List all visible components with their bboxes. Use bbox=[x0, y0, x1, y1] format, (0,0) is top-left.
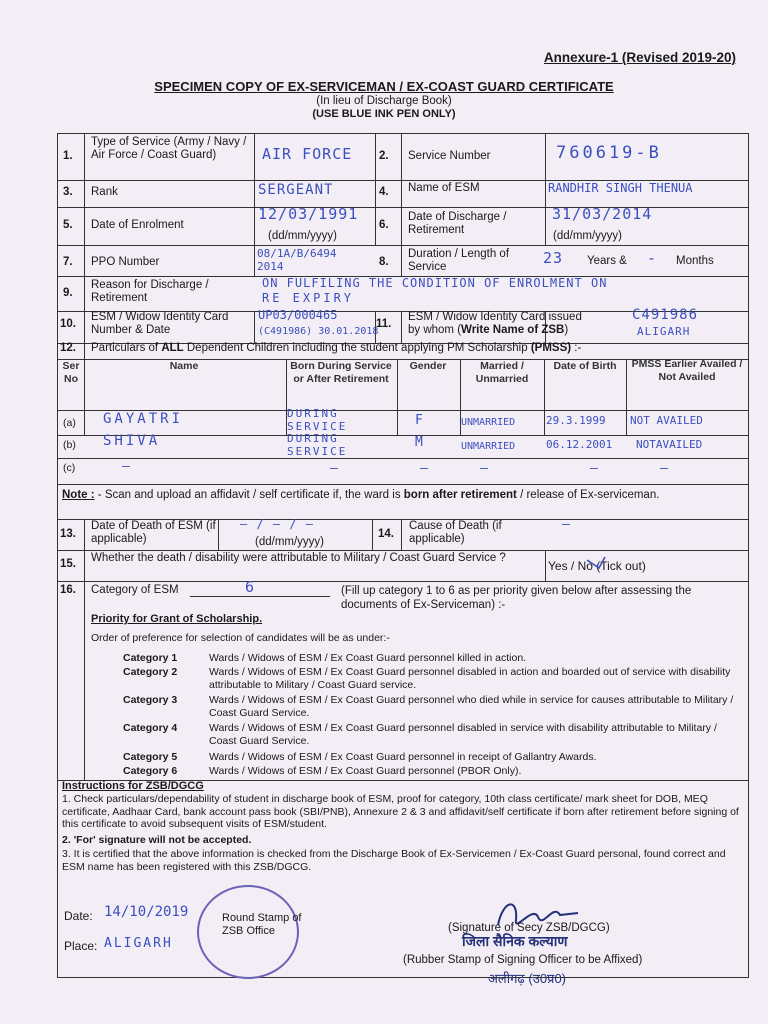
child-name: SHIVA bbox=[103, 433, 161, 449]
instruction-3: 3. It is certified that the above information is checked from the Discharge Book of Ex-Servicemen / Ex-Coast Guard personal, found correct and ESM name has been registered with this ZSB/DGCG. bbox=[62, 848, 726, 873]
row-number: 15. bbox=[60, 558, 76, 570]
category-1-text: Wards / Widows of ESM / Ex Coast Guard personnel killed in action. bbox=[209, 652, 527, 664]
id-card-value-line2: (C491986) 30.01.2018 bbox=[258, 326, 379, 337]
category-4-label: Category 4 bbox=[123, 722, 178, 734]
discharge-reason-line2: RE EXPIRY bbox=[262, 291, 355, 305]
esm-category-value: 6 bbox=[245, 578, 256, 596]
discharge-reason-label: Reason for Discharge / Retirement bbox=[91, 279, 209, 304]
instructions-heading: Instructions for ZSB/DGCG bbox=[62, 780, 204, 792]
row-number: 8. bbox=[379, 256, 389, 268]
issued-by-card-value: C491986 bbox=[632, 307, 699, 323]
death-cause-label: Cause of Death (if applicable) bbox=[409, 520, 502, 545]
row-number: 3. bbox=[63, 186, 73, 198]
category-6-label: Category 6 bbox=[123, 765, 178, 777]
row-number: 11. bbox=[376, 318, 392, 330]
issued-by-label-line1: ESM / Widow Identity Card issued bbox=[408, 311, 582, 323]
death-date-value: — / — / — bbox=[240, 517, 315, 531]
esm-name-label: Name of ESM bbox=[408, 182, 480, 194]
row-number: 10. bbox=[60, 318, 76, 330]
place-label: Place: bbox=[64, 939, 98, 953]
service-number-label: Service Number bbox=[408, 150, 491, 162]
child-ser: (a) bbox=[63, 417, 76, 429]
death-date-label: Date of Death of ESM (if applicable) bbox=[91, 520, 216, 545]
esm-category-label: Category of ESM bbox=[91, 584, 179, 596]
date-value: 14/10/2019 bbox=[104, 904, 189, 920]
child-dob: 06.12.2001 bbox=[546, 438, 613, 451]
round-stamp-label: Round Stamp of ZSB Office bbox=[222, 912, 302, 937]
enrolment-date-label: Date of Enrolment bbox=[91, 219, 184, 231]
discharge-date-label: Date of Discharge / Retirement bbox=[408, 211, 507, 236]
child-gender: F bbox=[415, 413, 424, 428]
rank-label: Rank bbox=[91, 186, 118, 198]
category-3-label: Category 3 bbox=[123, 694, 178, 706]
row-number: 9. bbox=[63, 287, 73, 299]
row-number: 6. bbox=[379, 219, 389, 231]
child-gender: M bbox=[415, 435, 424, 450]
rank-value: SERGEANT bbox=[258, 182, 334, 198]
child-pmss: — bbox=[660, 461, 669, 476]
category-instruction: (Fill up category 1 to 6 as per priority given below after assessing the documents of Ex-Serviceman) :- bbox=[341, 585, 692, 611]
row-number: 14. bbox=[378, 528, 394, 540]
affidavit-note: Note : - Scan and upload an affidavit / self certificate if, the ward is born after retirement / release of Ex-serviceman. bbox=[62, 489, 660, 501]
col-header-name: Name bbox=[169, 360, 199, 372]
child-name: GAYATRI bbox=[103, 411, 184, 427]
category-5-text: Wards / Widows of ESM / Ex Coast Guard personnel in receipt of Gallantry Awards. bbox=[209, 751, 597, 763]
row-number: 4. bbox=[379, 186, 389, 198]
row-number: 2. bbox=[379, 150, 389, 162]
child-name: — bbox=[122, 459, 131, 474]
service-number-value: 760619-B bbox=[556, 143, 662, 163]
child-born: — bbox=[330, 461, 339, 476]
category-1-label: Category 1 bbox=[123, 652, 178, 664]
col-header-gender: Gender bbox=[409, 360, 447, 372]
months-label: Months bbox=[676, 255, 714, 267]
duration-years-value: 23 bbox=[543, 249, 564, 267]
child-born: DURING SERVICE bbox=[287, 407, 348, 433]
col-header-pmss: PMSS Earlier Availed / Not Availed bbox=[631, 358, 743, 383]
dependent-children-heading: Particulars of ALL Dependent Children including the student applying PM Scholarship (PMSS) :- bbox=[91, 342, 582, 354]
child-born: DURING SERVICE bbox=[287, 432, 348, 458]
discharge-date-value: 31/03/2014 bbox=[552, 205, 653, 223]
attributable-label: Whether the death / disability were attributable to Military / Coast Guard Service ? bbox=[91, 552, 506, 564]
instruction-2: 2. 'For' signature will not be accepted. bbox=[62, 834, 252, 846]
death-date-format: (dd/mm/yyyy) bbox=[255, 536, 324, 548]
signature-caption: (Signature of Secy ZSB/DGCG) bbox=[448, 922, 610, 934]
ppo-value-line1: 08/1A/B/6494 bbox=[257, 247, 337, 260]
col-header-married: Married / Unmarried bbox=[475, 360, 529, 385]
col-header-ser: Ser No bbox=[62, 360, 80, 385]
instruction-1: 1. Check particulars/dependability of student in discharge book of ESM, proof for category, 10th class certificate/ mark sheet for DOB, MEQ certificate, Aadhaar Card, bank account pass book (SBI/PNB), Annexure 2 & 3 and affidavit/self certificate if born after retirement before signing of this certificate to avoid subsequent visits of ESM/student. bbox=[62, 793, 739, 830]
yes-no-tick: Yes / No (Tick out) bbox=[548, 559, 646, 573]
id-card-label: ESM / Widow Identity Card Number & Date bbox=[91, 311, 229, 336]
rubber-stamp-caption: (Rubber Stamp of Signing Officer to be Affixed) bbox=[403, 954, 643, 966]
child-ser: (c) bbox=[63, 462, 76, 474]
col-header-born: Born During Service or After Retirement bbox=[290, 360, 392, 385]
duration-months-value: - bbox=[647, 249, 658, 267]
category-2-text: Wards / Widows of ESM / Ex Coast Guard personnel disabled in action and boarded out of service with disability attributable to Military / Coast Guard service. bbox=[209, 666, 731, 691]
row-number: 5. bbox=[63, 219, 73, 231]
office-hindi-line2: अलीगढ़ (उ0प्र0) bbox=[488, 971, 567, 986]
category-4-text: Wards / Widows of ESM / Ex Coast Guard personnel disabled in service with disability attributable to Military / Coast Guard Service. bbox=[209, 722, 717, 747]
discharge-date-format: (dd/mm/yyyy) bbox=[553, 230, 622, 242]
esm-name-value: RANDHIR SINGH THENUA bbox=[548, 181, 693, 195]
row-number: 1. bbox=[63, 150, 73, 162]
child-pmss: NOT AVAILED bbox=[630, 414, 703, 427]
service-type-label: Type of Service (Army / Navy / Air Force / Coast Guard) bbox=[91, 136, 247, 161]
row-number: 13. bbox=[60, 528, 76, 540]
ppo-value-line2: 2014 bbox=[257, 260, 284, 273]
child-married: UNMARRIED bbox=[461, 441, 516, 452]
child-dob: — bbox=[590, 461, 599, 476]
enrolment-date-value: 12/03/1991 bbox=[258, 205, 359, 223]
row-number: 16. bbox=[60, 584, 76, 596]
ink-instruction: (USE BLUE INK PEN ONLY) bbox=[312, 108, 456, 120]
document-subtitle: (In lieu of Discharge Book) bbox=[316, 95, 452, 107]
category-6-text: Wards / Widows of ESM / Ex Coast Guard personnel (PBOR Only). bbox=[209, 765, 522, 777]
child-pmss: NOTAVAILED bbox=[636, 438, 703, 451]
date-label: Date: bbox=[64, 909, 93, 923]
issued-by-label-line2: by whom (Write Name of ZSB) bbox=[408, 324, 569, 336]
issued-by-zsb-value: ALIGARH bbox=[637, 325, 691, 338]
enrolment-date-format: (dd/mm/yyyy) bbox=[268, 230, 337, 242]
tick-mark-icon bbox=[585, 556, 605, 570]
category-5-label: Category 5 bbox=[123, 751, 178, 763]
service-type-value: AIR FORCE bbox=[262, 145, 353, 163]
category-underline bbox=[190, 596, 330, 597]
child-ser: (b) bbox=[63, 439, 76, 451]
row-number: 12. bbox=[60, 342, 76, 354]
child-gender: — bbox=[420, 461, 429, 476]
col-header-dob: Date of Birth bbox=[553, 360, 617, 372]
row-number: 7. bbox=[63, 256, 73, 268]
category-3-text: Wards / Widows of ESM / Ex Coast Guard personnel who died while in service for causes attributable to Military / Coast Guard Service. bbox=[209, 694, 734, 719]
office-hindi-line1: जिला सैनिक कल्याण bbox=[462, 933, 568, 949]
preference-order: Order of preference for selection of candidates will be as under:- bbox=[91, 632, 390, 644]
place-value: ALIGARH bbox=[104, 936, 173, 951]
priority-heading: Priority for Grant of Scholarship. bbox=[91, 613, 263, 625]
discharge-reason-line1: ON FULFILING THE CONDITION OF ENROLMENT ON bbox=[262, 276, 608, 290]
category-2-label: Category 2 bbox=[123, 666, 178, 678]
child-married: — bbox=[480, 461, 489, 476]
death-cause-value: — bbox=[562, 517, 571, 532]
id-card-value-line1: UP03/000465 bbox=[258, 308, 338, 322]
child-dob: 29.3.1999 bbox=[546, 414, 606, 427]
document-title: SPECIMEN COPY OF EX-SERVICEMAN / EX-COAST GUARD CERTIFICATE bbox=[154, 79, 614, 94]
years-label: Years & bbox=[587, 255, 627, 267]
ppo-label: PPO Number bbox=[91, 256, 160, 268]
duration-label: Duration / Length of Service bbox=[408, 248, 510, 273]
annexure-label: Annexure-1 (Revised 2019-20) bbox=[543, 50, 736, 65]
child-married: UNMARRIED bbox=[461, 417, 516, 428]
